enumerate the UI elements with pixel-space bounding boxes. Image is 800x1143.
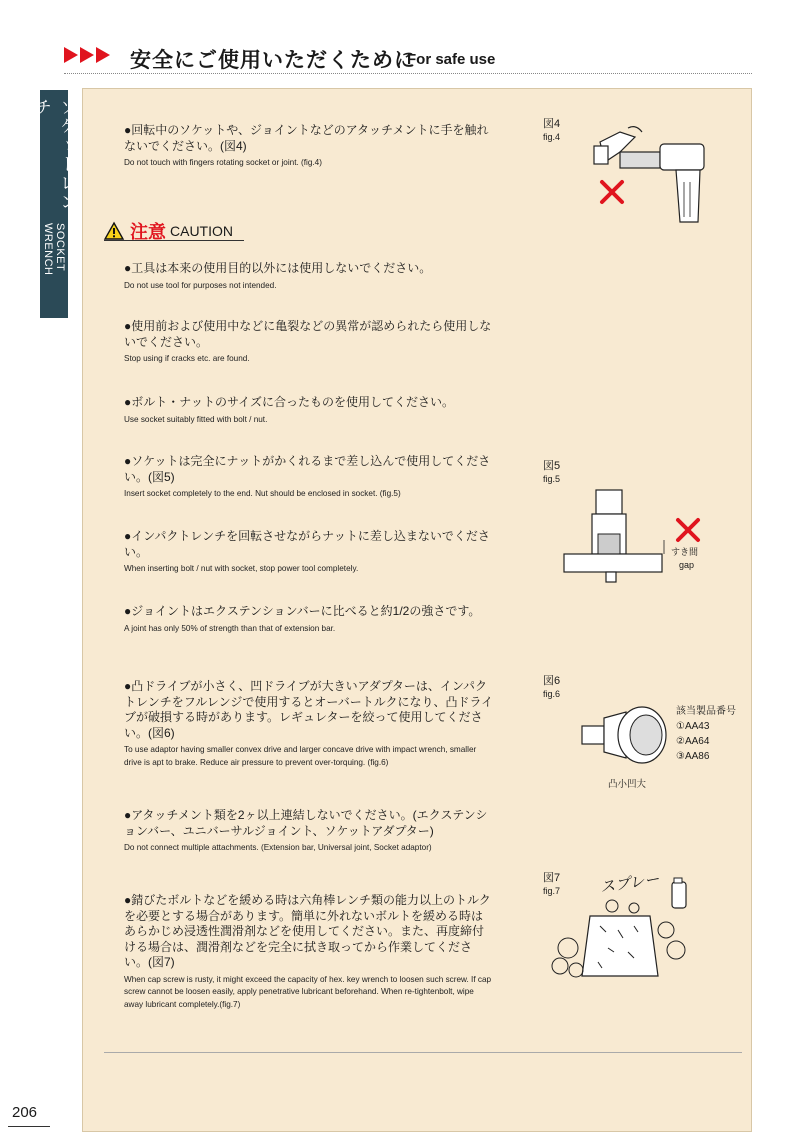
item-jp: ●工具は本来の使用目的以外には使用しないでください。 — [124, 261, 432, 275]
fig6-product-list — [676, 704, 736, 764]
fig-label-en: fig.5 — [543, 474, 561, 484]
caution-item — [124, 604, 494, 635]
item-en: When cap screw is rusty, it might exceed the capacity of hex. key wrench to loosen such screw. If cap screw cannot be loosen easily, apply penetrative lubricant beforehand. When re-tightenbolt, wipe away lubricant completely.(fig.7) — [124, 974, 492, 1009]
caution-item — [124, 261, 494, 292]
gap-label-en: gap — [679, 560, 695, 570]
caution-item — [124, 454, 494, 501]
item-en: Insert socket completely to the end. Nut should be enclosed in socket. (fig.5) — [124, 489, 401, 498]
fig6-adaptor-illustration — [580, 700, 670, 770]
warning-triangle-icon — [104, 222, 124, 240]
page-number: 206 — [12, 1104, 38, 1121]
fig-label-en: fig.6 — [543, 689, 561, 699]
fig-label-jp: 図5 — [543, 460, 561, 472]
warning-item-top — [124, 123, 494, 170]
fig-label-jp: 図4 — [543, 118, 561, 130]
item-jp: ●ボルト・ナットのサイズに合ったものを使用してください。 — [124, 395, 455, 409]
header-arrows-icon — [64, 47, 110, 63]
caution-item — [124, 893, 494, 1011]
item-en: To use adaptor having smaller convex drive and larger concave drive with impact wrench, smaller drive is apt to brake. Reduce air pressure to prevent over-torquing. (fig.6) — [124, 745, 477, 767]
caution-item — [124, 808, 494, 855]
fig7-spray-text: スプレー — [599, 870, 661, 897]
item-jp: ●使用前および使用中などに亀裂などの異常が認められたら使用しないでください。 — [124, 319, 492, 349]
item-en: Use socket suitably fitted with bolt / nut. — [124, 414, 268, 424]
gap-label-jp: すき間 — [671, 547, 699, 557]
item-jp: ●ソケットは完全にナットがかくれるまで差し込んで使用してください。(図5) — [124, 454, 491, 484]
fig6-caption: 凸小凹大 — [608, 779, 647, 790]
section-tab-jp: ソケットレンチ — [32, 98, 76, 212]
page-number-underline — [8, 1126, 50, 1127]
item-en: When inserting bolt / nut with socket, stop power tool completely. — [124, 564, 359, 573]
caution-underline — [104, 240, 244, 241]
item-en: Stop using if cracks etc. are found. — [124, 354, 250, 363]
fig-label-en: fig.7 — [543, 886, 561, 896]
products-title: 該当製品番号 — [676, 706, 736, 717]
prohibited-cross-icon — [602, 182, 622, 202]
item-en: Do not touch with fingers rotating socket or joint. (fig.4) — [124, 158, 322, 167]
header-divider — [64, 73, 752, 74]
item-en: Do not connect multiple attachments. (Extension bar, Universal joint, Socket adaptor) — [124, 843, 432, 852]
item-jp: ●凸ドライブが小さく、凹ドライブが大きいアダプターは、インパクトレンチをフルレンジで使用するとオーバートルクになり、凸ドライブが破損する時があります。レギュレターを絞って使用してください。(図6) — [124, 679, 494, 740]
item-jp: ●回転中のソケットや、ジョイントなどのアタッチメントに手を触れないでください。(図4) — [124, 123, 489, 153]
page-subtitle: For safe use — [407, 51, 496, 68]
fig4-illustration — [580, 122, 720, 232]
section-tab — [32, 90, 76, 318]
fig5-label — [543, 460, 560, 486]
product-item: ②AA64 — [676, 736, 710, 747]
page-title: 安全にご使用いただくために — [130, 49, 416, 72]
fig4-label — [543, 118, 560, 144]
fig-label-jp: 図6 — [543, 675, 561, 687]
bottom-divider — [104, 1052, 742, 1053]
caution-jp: 注意 — [130, 222, 166, 242]
fig6-label — [543, 675, 560, 701]
product-item: ③AA86 — [676, 751, 710, 762]
caution-en: CAUTION — [170, 223, 233, 239]
item-en: A joint has only 50% of strength than that of extension bar. — [124, 623, 336, 633]
item-jp: ●錆びたボルトなどを緩める時は六角棒レンチ類の能力以上のトルクを必要とする場合があります。簡単に外れないボルトを緩める時はあらかじめ浸透性潤滑剤などを使用してください。また、再度締付ける場合は、潤滑剤などを完全に拭き取ってから作業してください。(図7) — [124, 893, 491, 969]
fig7-illustration — [548, 878, 698, 986]
item-en: Do not use tool for purposes not intended. — [124, 280, 277, 290]
caution-item — [124, 395, 494, 426]
fig-label-jp: 図7 — [543, 872, 561, 884]
caution-item — [124, 529, 494, 576]
caution-item — [124, 319, 494, 366]
item-jp: ●インパクトレンチを回転させながらナットに差し込まないでください。 — [124, 529, 490, 559]
fig5-illustration — [560, 486, 670, 586]
fig-label-en: fig.4 — [543, 132, 561, 142]
section-tab-en: SOCKET WRENCH — [42, 223, 66, 276]
gap-label — [671, 546, 698, 572]
item-jp: ●ジョイントはエクステンションバーに比べると約1/2の強さです。 — [124, 604, 481, 618]
item-jp: ●アタッチメント類を2ヶ以上連結しないでください。(エクステンションバー、ユニバーサルジョイント、ソケットアダプター) — [124, 808, 488, 838]
product-item: ①AA43 — [676, 721, 710, 732]
caution-item — [124, 679, 494, 769]
